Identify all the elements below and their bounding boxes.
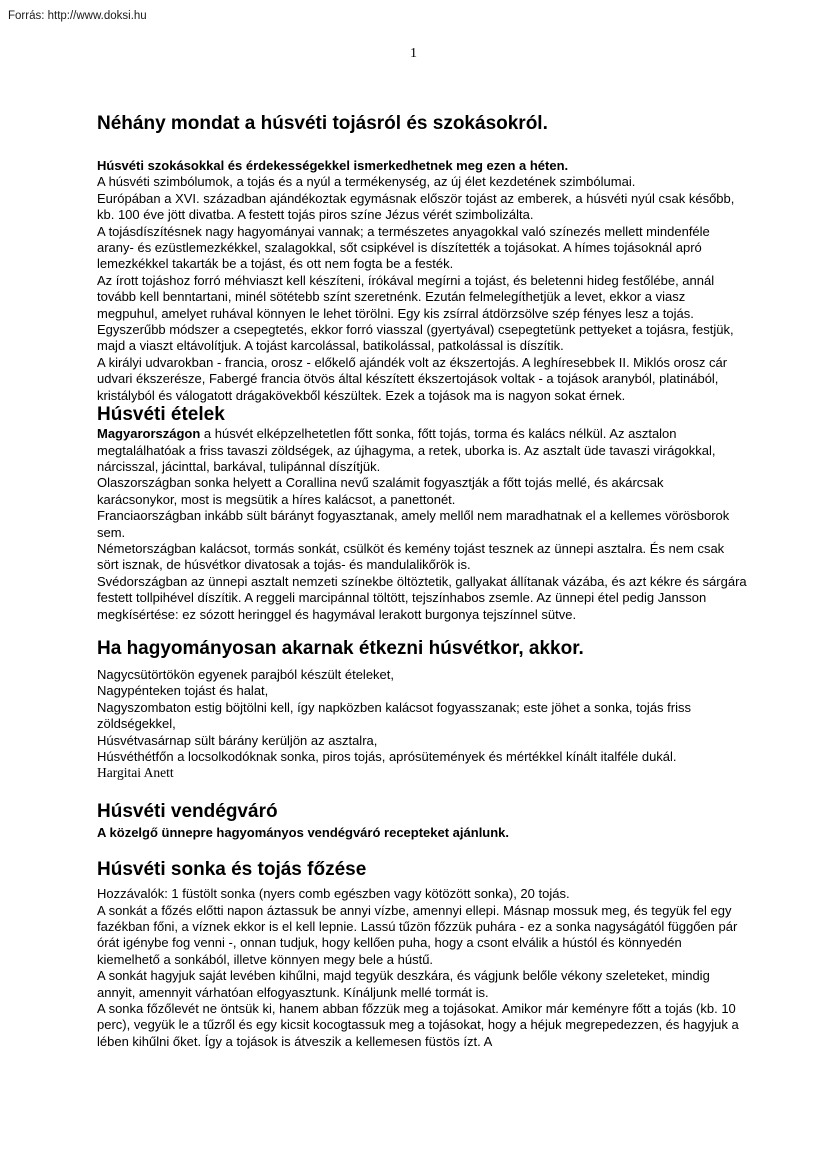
intro-paragraph-5: Egyszerűbb módszer a csepegtetés, ekkor forró viasszal (gyertyával) csepegtetünk pettyeket a tojásra, festjük, majd a viaszt eltávolítjuk. A tojást karcolással, batikolással, patkolással is díszítik. bbox=[97, 322, 734, 354]
country-name-bold: Magyarországon bbox=[97, 426, 201, 442]
foods-paragraph-germany: Németországban kalácsot, tormás sonkát, csülköt és kemény tojást tesznek az ünnepi asztalra. És nem csak sört isznak, de húsvétkor divatosak a tojás- és mandulalikőrök is. bbox=[97, 540, 725, 573]
source-url-text: Forrás: http://www.doksi.hu bbox=[8, 10, 147, 22]
author-name: Hargitai Anett bbox=[97, 765, 174, 781]
intro-paragraph-1: A húsvéti szimbólumok, a tojás és a nyúl a termékenység, az új élet kezdetének szimbólumai. bbox=[97, 174, 636, 190]
page-number: 1 bbox=[410, 46, 417, 61]
foods-hungary-text: a húsvét elképzelhetetlen főtt sonka, főtt tojás, torma és kalács nélkül. Az asztalon megtalálhatóak a friss tavaszi zöldségek, az újhagyma, a retek, uborka is. Az asztalt üde tavaszi virágokkal, nárcisszal, jácinttal, barkával, tulipánnal díszítjük. bbox=[97, 426, 716, 474]
recipe-step-1: A sonkát a főzés előtti napon áztassuk be annyi vízbe, amennyi ellepi. Másnap mossuk meg, és tegyük fel egy fazékban főni, a víznek ekkor is el kell lepnie. Lassú tűzön főzzük puhára - ez a sonka nagyságától függően pár órát igénybe fog venni -, onnan tudjuk, hogy kellően puha, hogy a csont elválik a hústól és könnyedén kiemelhető a sonkából, illetve könnyen megy bele a hústű. bbox=[97, 902, 738, 967]
intro-paragraph-3: A tojásdíszítésnek nagy hagyományai vannak; a természetes anyagokkal való színezés mellett mindenféle arany- és ezüstlemezkékkel, szalagokkal, sőt csipkével is díszítették a tojásokat. A hímes tojásoknál apró lemezkékkel takarták be a tojást, és ott nem fogta be a festék. bbox=[97, 223, 710, 272]
intro-paragraph-2: Európában a XVI. században ajándékoztak egymásnak először tojást az emberek, a húsvéti nyúl csak később, kb. 100 éve jött divatba. A festett tojás piros színe Jézus vérét szimbolizálta. bbox=[97, 190, 735, 223]
traditional-line-5: Húsvéthétfőn a locsolkodóknak sonka, piros tojás, aprósütemények és mértékkel kínált italféle dukál. bbox=[97, 749, 677, 764]
document-content bbox=[97, 112, 747, 1050]
recipe-step-3: A sonka főzőlevét ne öntsük ki, hanem abban főzzük meg a tojásokat. Amikor már keményre főtt a tojás (kb. 10 perc), vegyük le a tűzről és egy kicsit kocogtassuk meg a tojásokat, hogy a héjuk megrepedezzen, és hagyjuk a lében kihűlni őket. Így a tojások is átveszik a kellemesen füstös ízt. A bbox=[97, 1001, 739, 1049]
welcome-lead: A közelgő ünnepre hagyományos vendégváró recepteket ajánlunk. bbox=[97, 824, 510, 840]
foods-paragraph-france: Franciaországban inkább sült bárányt fogyasztanak, amely mellől nem maradhatnak el a kellemes vörösborok sem. bbox=[97, 508, 730, 540]
section-heading-foods: Húsvéti ételek bbox=[97, 404, 225, 426]
intro-paragraph-4: Az írott tojáshoz forró méhviaszt kell készíteni, írókával megírni a tojást, és beletenni hideg festőlébe, annál tovább kell benntartani, minél sötétebb színt szeretnénk. Ezután felmelegíthetjük a levet, ekkor a viasz megpuhul, amelyet ruhával könnyen le lehet törölni. Egy kis zsírral átdörzsölve szép fényes lesz a tojás. bbox=[97, 272, 715, 321]
traditional-line-2: Nagypénteken tojást és halat, bbox=[97, 683, 269, 699]
traditional-line-4: Húsvétvasárnap sült bárány kerüljön az asztalra, bbox=[97, 732, 378, 748]
traditional-line-3: Nagyszombaton estig böjtölni kell, így napközben kalácsot fogyasszanak; este jöhet a sonka, tojás friss zöldségekkel, bbox=[97, 699, 691, 732]
section-heading-traditional: Ha hagyományosan akarnak étkezni húsvétkor, akkor. bbox=[97, 637, 584, 659]
document-title: Néhány mondat a húsvéti tojásról és szokásokról. bbox=[97, 113, 548, 134]
foods-paragraph-sweden: Svédországban az ünnepi asztalt nemzeti színekbe öltöztetik, gallyakat állítanak vázába, és azt kékre és sárgára festett tollpihével díszítik. A reggeli marcipánnal töltött, tejszínhabos zsemle. Az ünnepi étel pedig Jansson megkísértése: ez sózott heringgel és hagymával lerakott burgonya tejszínnel sütve. bbox=[97, 573, 747, 622]
foods-paragraph-hungary bbox=[97, 426, 747, 475]
intro-lead: Húsvéti szokásokkal és érdekességekkel ismerkedhetnek meg ezen a héten. bbox=[97, 158, 569, 173]
traditional-line-1: Nagycsütörtökön egyenek parajból készült ételeket, bbox=[97, 666, 395, 682]
foods-paragraph-italy: Olaszországban sonka helyett a Corallina nevű szalámit fogyasztják a főtt tojás mellé, és akárcsak karácsonykor, most is megsütik a híres kalácsot, a panettonét. bbox=[97, 475, 664, 507]
recipe-step-2: A sonkát hagyjuk saját levében kihűlni, majd tegyük deszkára, és vágjunk belőle vékony szeleteket, mindig annyit, amennyit várhatóan elfogyasztunk. Kínáljunk mellé tormát is. bbox=[97, 968, 710, 1000]
section-heading-welcome: Húsvéti vendégváró bbox=[97, 800, 278, 822]
recipe-ingredients: Hozzávalók: 1 füstölt sonka (nyers comb egészben vagy kötözött sonka), 20 tojás. bbox=[97, 886, 570, 902]
section-heading-recipe: Húsvéti sonka és tojás főzése bbox=[97, 859, 367, 881]
intro-paragraph-6: A királyi udvarokban - francia, orosz - előkelő ajándék volt az ékszertojás. A leghíresebbek II. Miklós orosz cár udvari ékszerésze, Fabergé francia ötvös által készített ékszertojások voltak - a tojások aranyból, platinából, kristályból és válogatott drágakövekből készültek. Ezek a tojások ma is nagyon sokat érnek. bbox=[97, 354, 728, 403]
